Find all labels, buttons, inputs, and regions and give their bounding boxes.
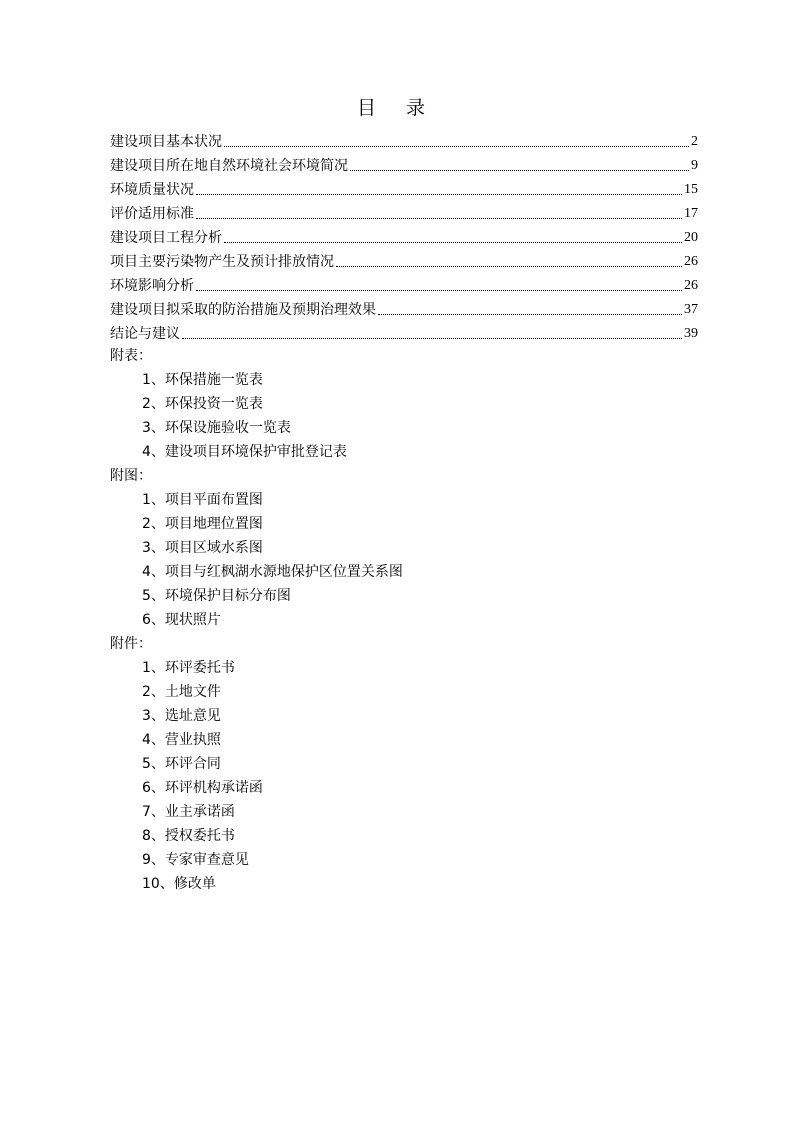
toc-entry[interactable]: [110, 272, 698, 296]
toc-entry-label: 项目主要污染物产生及预计排放情况: [110, 254, 334, 270]
list-item: 7、业主承诺函: [142, 804, 235, 820]
toc-leader-dots: [196, 193, 682, 195]
toc-leader-dots: [378, 313, 682, 315]
list-item: 4、建设项目环境保护审批登记表: [142, 444, 347, 460]
toc-entry-page: 2: [691, 134, 698, 149]
list-item: 10、修改单: [142, 876, 216, 892]
toc-entry-label: 建设项目拟采取的防治措施及预期治理效果: [110, 302, 376, 318]
toc-leader-dots: [182, 337, 682, 339]
toc-entry-page: 26: [684, 254, 698, 269]
list-item: 3、选址意见: [142, 708, 221, 724]
toc-entry-label: 建设项目工程分析: [110, 230, 222, 246]
list-item: 6、环评机构承诺函: [142, 780, 263, 796]
list-item: 4、营业执照: [142, 732, 221, 748]
toc-entry-page: 9: [691, 158, 698, 173]
list-item: 2、项目地理位置图: [142, 516, 263, 532]
toc-entry[interactable]: [110, 200, 698, 224]
toc-entry-page: 17: [684, 206, 698, 221]
toc-leader-dots: [196, 289, 682, 291]
toc-entry[interactable]: [110, 152, 698, 176]
list-item: 1、项目平面布置图: [142, 492, 263, 508]
toc-entry-page: 39: [684, 326, 698, 341]
toc-entry[interactable]: [110, 176, 698, 200]
toc-entry[interactable]: [110, 224, 698, 248]
table-of-contents: [110, 128, 698, 344]
toc-leader-dots: [350, 169, 689, 171]
toc-entry-label: 环境影响分析: [110, 278, 194, 294]
page-title: 目 录: [356, 97, 438, 119]
toc-entry[interactable]: [110, 320, 698, 344]
toc-leader-dots: [224, 241, 682, 243]
toc-entry[interactable]: [110, 248, 698, 272]
appendix-tables-heading: 附表：: [110, 348, 152, 364]
list-item: 1、环评委托书: [142, 660, 235, 676]
toc-entry-label: 建设项目基本状况: [110, 134, 222, 150]
list-item: 2、土地文件: [142, 684, 221, 700]
appendix-tables-section: [110, 344, 610, 464]
toc-entry-label: 评价适用标准: [110, 206, 194, 222]
list-item: 5、环境保护目标分布图: [142, 588, 291, 604]
list-item: 4、项目与红枫湖水源地保护区位置关系图: [142, 564, 403, 580]
attachments-section: [110, 632, 610, 896]
toc-entry-label: 建设项目所在地自然环境社会环境简况: [110, 158, 348, 174]
toc-entry-page: 15: [684, 182, 698, 197]
toc-entry-label: 环境质量状况: [110, 182, 194, 198]
appendix-figures-section: [110, 464, 610, 632]
toc-leader-dots: [196, 217, 682, 219]
list-item: 6、现状照片: [142, 612, 221, 628]
toc-leader-dots: [336, 265, 682, 267]
list-item: 3、项目区域水系图: [142, 540, 263, 556]
toc-entry-page: 37: [684, 302, 698, 317]
appendix-figures-heading: 附图：: [110, 468, 152, 484]
list-item: 2、环保投资一览表: [142, 396, 263, 412]
toc-entry[interactable]: [110, 128, 698, 152]
list-item: 8、授权委托书: [142, 828, 235, 844]
toc-entry[interactable]: [110, 296, 698, 320]
list-item: 5、环评合同: [142, 756, 221, 772]
toc-entry-label: 结论与建议: [110, 326, 180, 342]
list-item: 9、专家审查意见: [142, 852, 249, 868]
toc-entry-page: 20: [684, 230, 698, 245]
list-item: 1、环保措施一览表: [142, 372, 263, 388]
attachments-heading: 附件：: [110, 636, 152, 652]
list-item: 3、环保设施验收一览表: [142, 420, 291, 436]
toc-entry-page: 26: [684, 278, 698, 293]
toc-leader-dots: [224, 145, 689, 147]
